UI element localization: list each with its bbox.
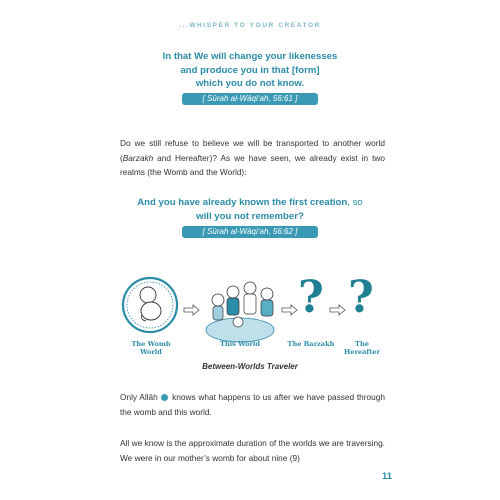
verse-1-line-1: In that We will change your likenesses <box>162 51 338 62</box>
page-number: 11 <box>381 471 392 482</box>
running-header: ...WHISPER TO YOUR CREATOR <box>179 22 321 29</box>
verse-1-reference: [ Sūrah al-Wāqi‘ah, 56:61 ] <box>182 93 318 105</box>
paragraph-2 <box>120 390 385 419</box>
paragraph-2-text: Only Allāh <box>120 392 161 402</box>
arrow-icon <box>184 305 199 315</box>
paragraph-1-italic: Barzakh <box>122 152 154 163</box>
verse-2-line-2: will you not remember? <box>196 210 304 222</box>
verse-2-reference: [ Sūrah al-Wāqi‘ah, 56:62 ] <box>182 226 318 238</box>
verse-2 <box>100 196 400 223</box>
honorific-icon <box>161 394 168 401</box>
paragraph-2-text-2: knows what happens to us after we have passed through the womb and this world. <box>120 392 385 417</box>
verse-1-line-2: and produce you in that [form] <box>180 64 320 76</box>
barzakh-question-mark: ? <box>298 272 324 323</box>
this-world-illustration <box>206 282 274 342</box>
hereafter-question-mark: ? <box>348 272 374 323</box>
arrow-icon <box>330 305 345 315</box>
arrow-icon <box>282 305 297 315</box>
womb-illustration <box>123 278 177 332</box>
paragraph-1-text-2: and Hereafter)? As we have seen, we already exist in two realms (the Womb and the World): <box>120 152 385 177</box>
paragraph-1-text: Do we still refuse to believe we will be transported to another world ( <box>120 138 385 163</box>
verse-2-line-1 <box>100 196 400 210</box>
verse-1-line-3: which you do not know. <box>195 78 305 89</box>
worlds-figure <box>120 270 385 355</box>
verse-2-line-1-suffix: , so <box>347 197 363 208</box>
label-womb-world: The Womb World <box>131 340 171 356</box>
label-this-world: This World <box>219 340 261 348</box>
label-barzakh: The Barzakh <box>287 340 335 348</box>
verse-2-line-1-prefix: And you have already known the first creation <box>137 197 348 208</box>
verse-1 <box>110 50 390 91</box>
label-hereafter: The Hereafter <box>344 340 380 356</box>
paragraph-3: All we know is the approximate duration of the worlds we are traversing. We were in our mother’s womb for about nine (9) <box>120 438 385 463</box>
paragraph-1 <box>120 136 385 180</box>
figure-caption: Between-Worlds Traveler <box>202 362 298 371</box>
